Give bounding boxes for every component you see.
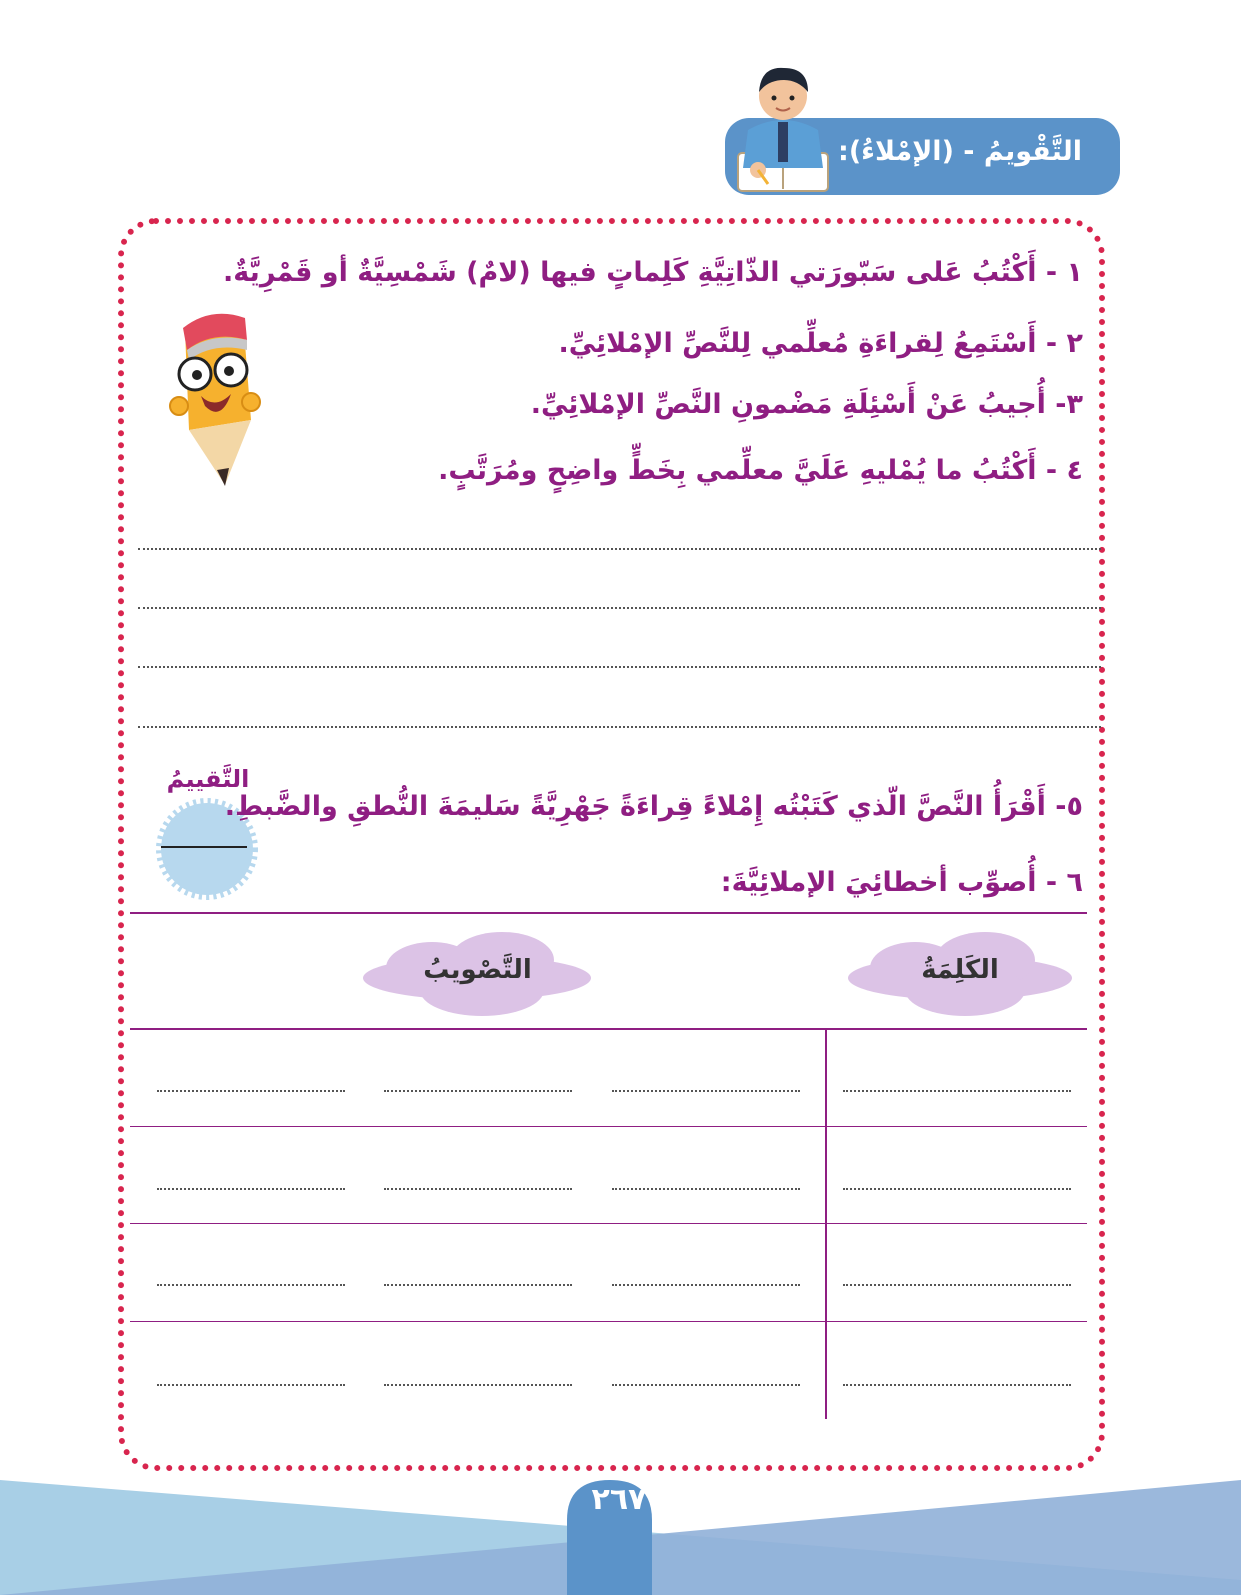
word-cell[interactable]: [843, 1384, 1071, 1386]
evaluation-label: التَّقييمُ: [166, 765, 250, 793]
question-3: ٣- أُجيبُ عَنْ أَسْئِلَةِ مَضْمونِ النَّصِّ الإمْلائِيِّ.: [530, 389, 1083, 420]
correction-cell[interactable]: [384, 1284, 572, 1286]
table-top-line: [130, 912, 1087, 914]
question-2: ٢ - أَسْتَمِعُ لِقراءَةِ مُعلِّمي لِلنَّصِّ الإمْلائِيِّ.: [558, 328, 1083, 359]
table-row-line: [130, 1028, 1087, 1030]
correction-header: التَّصْويبُ: [423, 955, 532, 985]
word-header: الكَلِمَةُ: [921, 955, 999, 985]
word-cell[interactable]: [843, 1284, 1071, 1286]
correction-cell[interactable]: [157, 1384, 345, 1386]
question-4: ٤ - أَكْتُبُ ما يُمْليهِ عَلَيَّ معلِّمي بِخَطٍّ واضِحٍ ومُرَتَّبٍ.: [438, 455, 1083, 486]
correction-cell[interactable]: [384, 1090, 572, 1092]
correction-cell[interactable]: [384, 1188, 572, 1190]
correction-cell[interactable]: [612, 1284, 800, 1286]
question-6: ٦ - أُصوِّب أخطائِيَ الإملائِيَّةَ:: [720, 867, 1083, 898]
page-number: ٢٦٧: [591, 1482, 647, 1517]
table-column-divider: [825, 1029, 827, 1419]
boy-writing-illustration: [728, 58, 843, 196]
correction-cell[interactable]: [612, 1384, 800, 1386]
table-row-line: [130, 1223, 1087, 1224]
correction-cell[interactable]: [612, 1188, 800, 1190]
correction-cell[interactable]: [612, 1090, 800, 1092]
question-5: ٥- أَقْرَأُ النَّصَّ الّذي كَتَبْتُه إِمْلاءً قِراءَةً جَهْرِيَّةً سَليمَةَ النُّطقِ والضَّبطِ.: [224, 791, 1083, 822]
table-row-line: [130, 1321, 1087, 1322]
word-cell[interactable]: [843, 1090, 1071, 1092]
correction-cell[interactable]: [157, 1090, 345, 1092]
table-row-line: [130, 1126, 1087, 1127]
section-title: التَّقْويمُ - (الإمْلاءُ):: [838, 136, 1082, 167]
pencil-mascot-illustration: [165, 310, 265, 500]
word-cell[interactable]: [843, 1188, 1071, 1190]
writing-line[interactable]: [138, 666, 1101, 668]
correction-cell[interactable]: [157, 1284, 345, 1286]
writing-line[interactable]: [138, 726, 1101, 728]
writing-line[interactable]: [138, 548, 1101, 550]
correction-cell[interactable]: [157, 1188, 345, 1190]
question-1: ١ - أَكْتُبُ عَلى سَبّورَتي الذّاتِيَّةِ كَلِماتٍ فيها (لامٌ) شَمْسِيَّةٌ أو قَمْرِيَّةٌ.: [223, 257, 1083, 288]
correction-cell[interactable]: [384, 1384, 572, 1386]
writing-line[interactable]: [138, 607, 1101, 609]
